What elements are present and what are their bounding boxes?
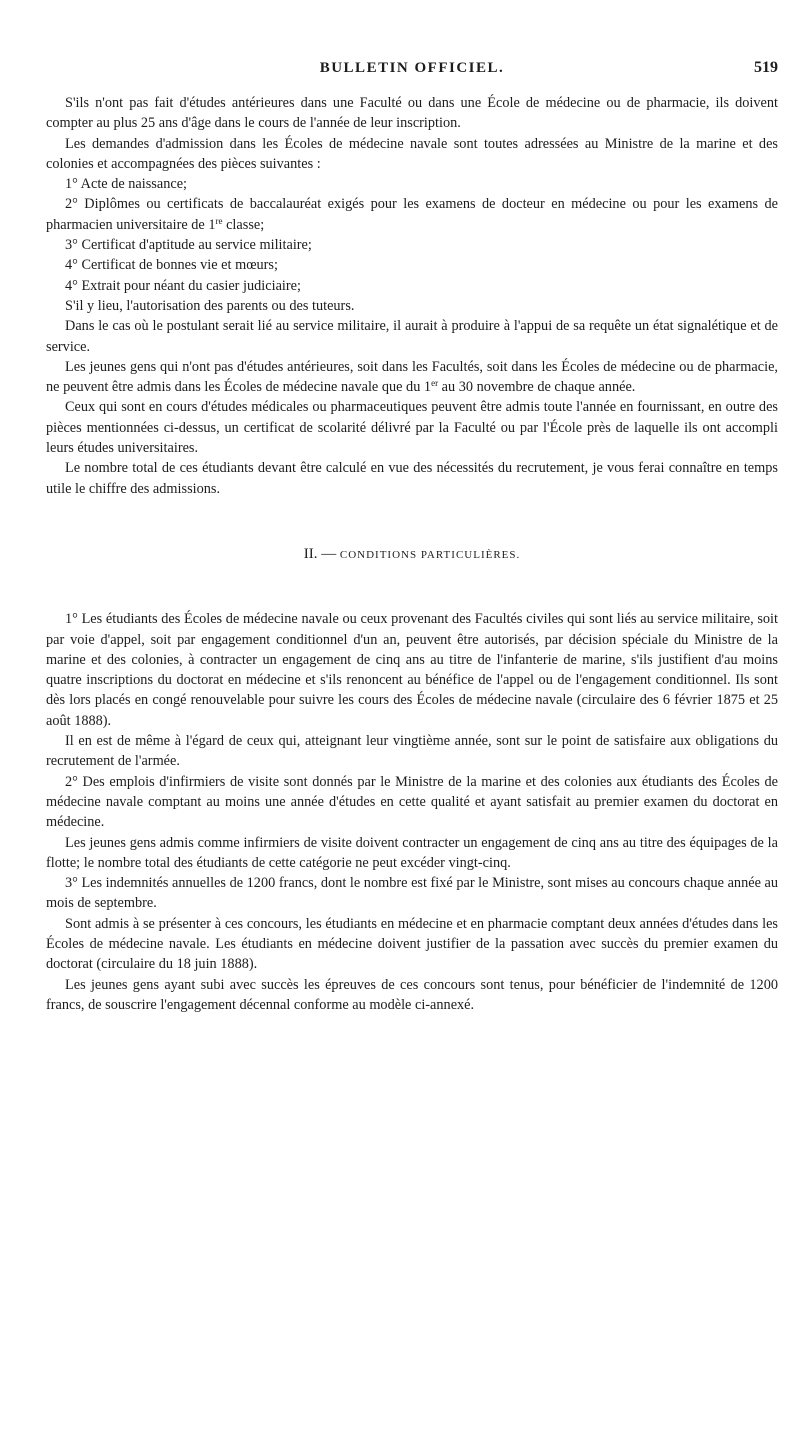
superscript: er — [431, 378, 439, 389]
paragraph-admission-requests: Les demandes d'admission dans les Écoles de médecine navale sont toutes adressées au Ministre de la marine et des colonies et accompagnées des pièces suivantes : — [46, 135, 778, 172]
paragraph-total-number: Le nombre total de ces étudiants devant être calculé en vue des nécessités du recrutement, je vous ferai connaître en temps utile le chiffre des admissions. — [46, 460, 778, 497]
document-body — [46, 93, 778, 1015]
paragraph-parental-authorization: S'il y lieu, l'autorisation des parents ou des tuteurs. — [65, 297, 355, 314]
paragraph-engagement: 1° Les étudiants des Écoles de médecine navale ou ceux provenant des Facultés civiles qui sont liés au service militaire, soit par voie d'appel, soit par engagement conditionnel d'un an, peuvent être autorisés, par décision spéciale du Ministre de la marine et des colonies, à contracter un engagement de cinq ans au titre de l'infanterie de marine, s'ils justifient d'au moins quatre inscriptions du doctorat en médecine et s'ils renoncent au bénéfice de l'appel ou de l'engagement conditionnel. Ils sont dès lors placés en congé renouvelable pour suivre les cours des Écoles de médecine navale (circulaire des 6 février 1875 et 25 août 1888). — [46, 611, 778, 729]
section-heading-title: CONDITIONS PARTICULIÈRES. — [339, 548, 521, 561]
list-item-aptitude-certificate: 3° Certificat d'aptitude au service militaire; — [65, 237, 312, 254]
running-title: BULLETIN OFFICIEL. — [319, 60, 505, 76]
paragraph-decennial-engagement: Les jeunes gens ayant subi avec succès les épreuves de ces concours sont tenus, pour bénéficier de l'indemnité de 1200 francs, de souscrire l'engagement décennal conforme au modèle ci-annexé. — [46, 976, 778, 1013]
list-item-morality-certificate: 4° Certificat de bonnes vie et mœurs; — [65, 257, 278, 274]
paragraph-admission-period — [46, 357, 778, 398]
list-item-diplomas-end: classe; — [222, 216, 265, 233]
list-item-birth-certificate: 1° Acte de naissance; — [65, 176, 188, 193]
paragraph-military-service: Dans le cas où le postulant serait lié au service militaire, il aurait à produire à l'appui de sa requête un état signalétique et de service. — [46, 318, 778, 355]
paragraph-age-limit: S'ils n'ont pas fait d'études antérieures dans une Faculté ou dans une École de médecine ou de pharmacie, ils doivent compter au plus 25 ans d'âge dans le cours de l'année de leur inscription. — [46, 95, 778, 132]
paragraph-twentieth-year: Il en est de même à l'égard de ceux qui, atteignant leur vingtième année, sont sur le point de satisfaire aux obligations du recrutement de l'armée. — [46, 733, 778, 770]
paragraph-ongoing-studies: Ceux qui sont en cours d'études médicales ou pharmaceutiques peuvent être admis toute l'année en fournissant, en outre des pièces mentionnées ci-dessus, un certificat de scolarité délivré par la Faculté ou par l'École près de laquelle ils ont accompli leurs études universitaires. — [46, 399, 778, 457]
superscript: re — [215, 215, 223, 226]
list-item-diplomas — [46, 194, 778, 235]
paragraph-competition-eligibility: Sont admis à se présenter à ces concours, les étudiants en médecine et en pharmacie comptant deux années d'études dans les Écoles de médecine navale. Les étudiants en médecine doivent justifier de la passation avec succès du premier examen du doctorat (circulaire du 18 juin 1888). — [46, 915, 778, 973]
section-heading-number: II. — — [303, 545, 337, 562]
paragraph-visiting-nurses: 2° Des emplois d'infirmiers de visite sont donnés par le Ministre de la marine et des colonies aux étudiants des Écoles de médecine navale comptant au moins une année d'études en cette qualité et ayant satisfait au premier examen du doctorat en médecine. — [46, 773, 778, 831]
running-header — [46, 58, 778, 82]
list-item-diplomas-text: 2° Diplômes ou certificats de baccalauréat exigés pour les examens de docteur en médecine ou pour les examens de pharmacien universitaire de 1 — [46, 196, 778, 233]
admission-period-text: Les jeunes gens qui n'ont pas d'études antérieures, soit dans les Facultés, soit dans les Écoles de médecine ou de pharmacie, ne peuvent être admis dans les Écoles de médecine navale que du 1 — [46, 358, 778, 396]
paragraph-annual-indemnities: 3° Les indemnités annuelles de 1200 francs, dont le nombre est fixé par le Ministre, sont mises au concours chaque année au mois de septembre. — [46, 875, 778, 912]
page-number: 519 — [754, 59, 778, 76]
paragraph-nurse-engagement: Les jeunes gens admis comme infirmiers de visite doivent contracter un engagement de cinq ans au titre des équipages de la flotte; le nombre total des étudiants de cette catégorie ne peut excéder vingt-cinq. — [46, 834, 778, 871]
admission-period-end: au 30 novembre de chaque année. — [438, 379, 636, 396]
list-item-criminal-record: 4° Extrait pour néant du casier judiciaire; — [65, 277, 301, 294]
section-heading — [46, 544, 778, 565]
